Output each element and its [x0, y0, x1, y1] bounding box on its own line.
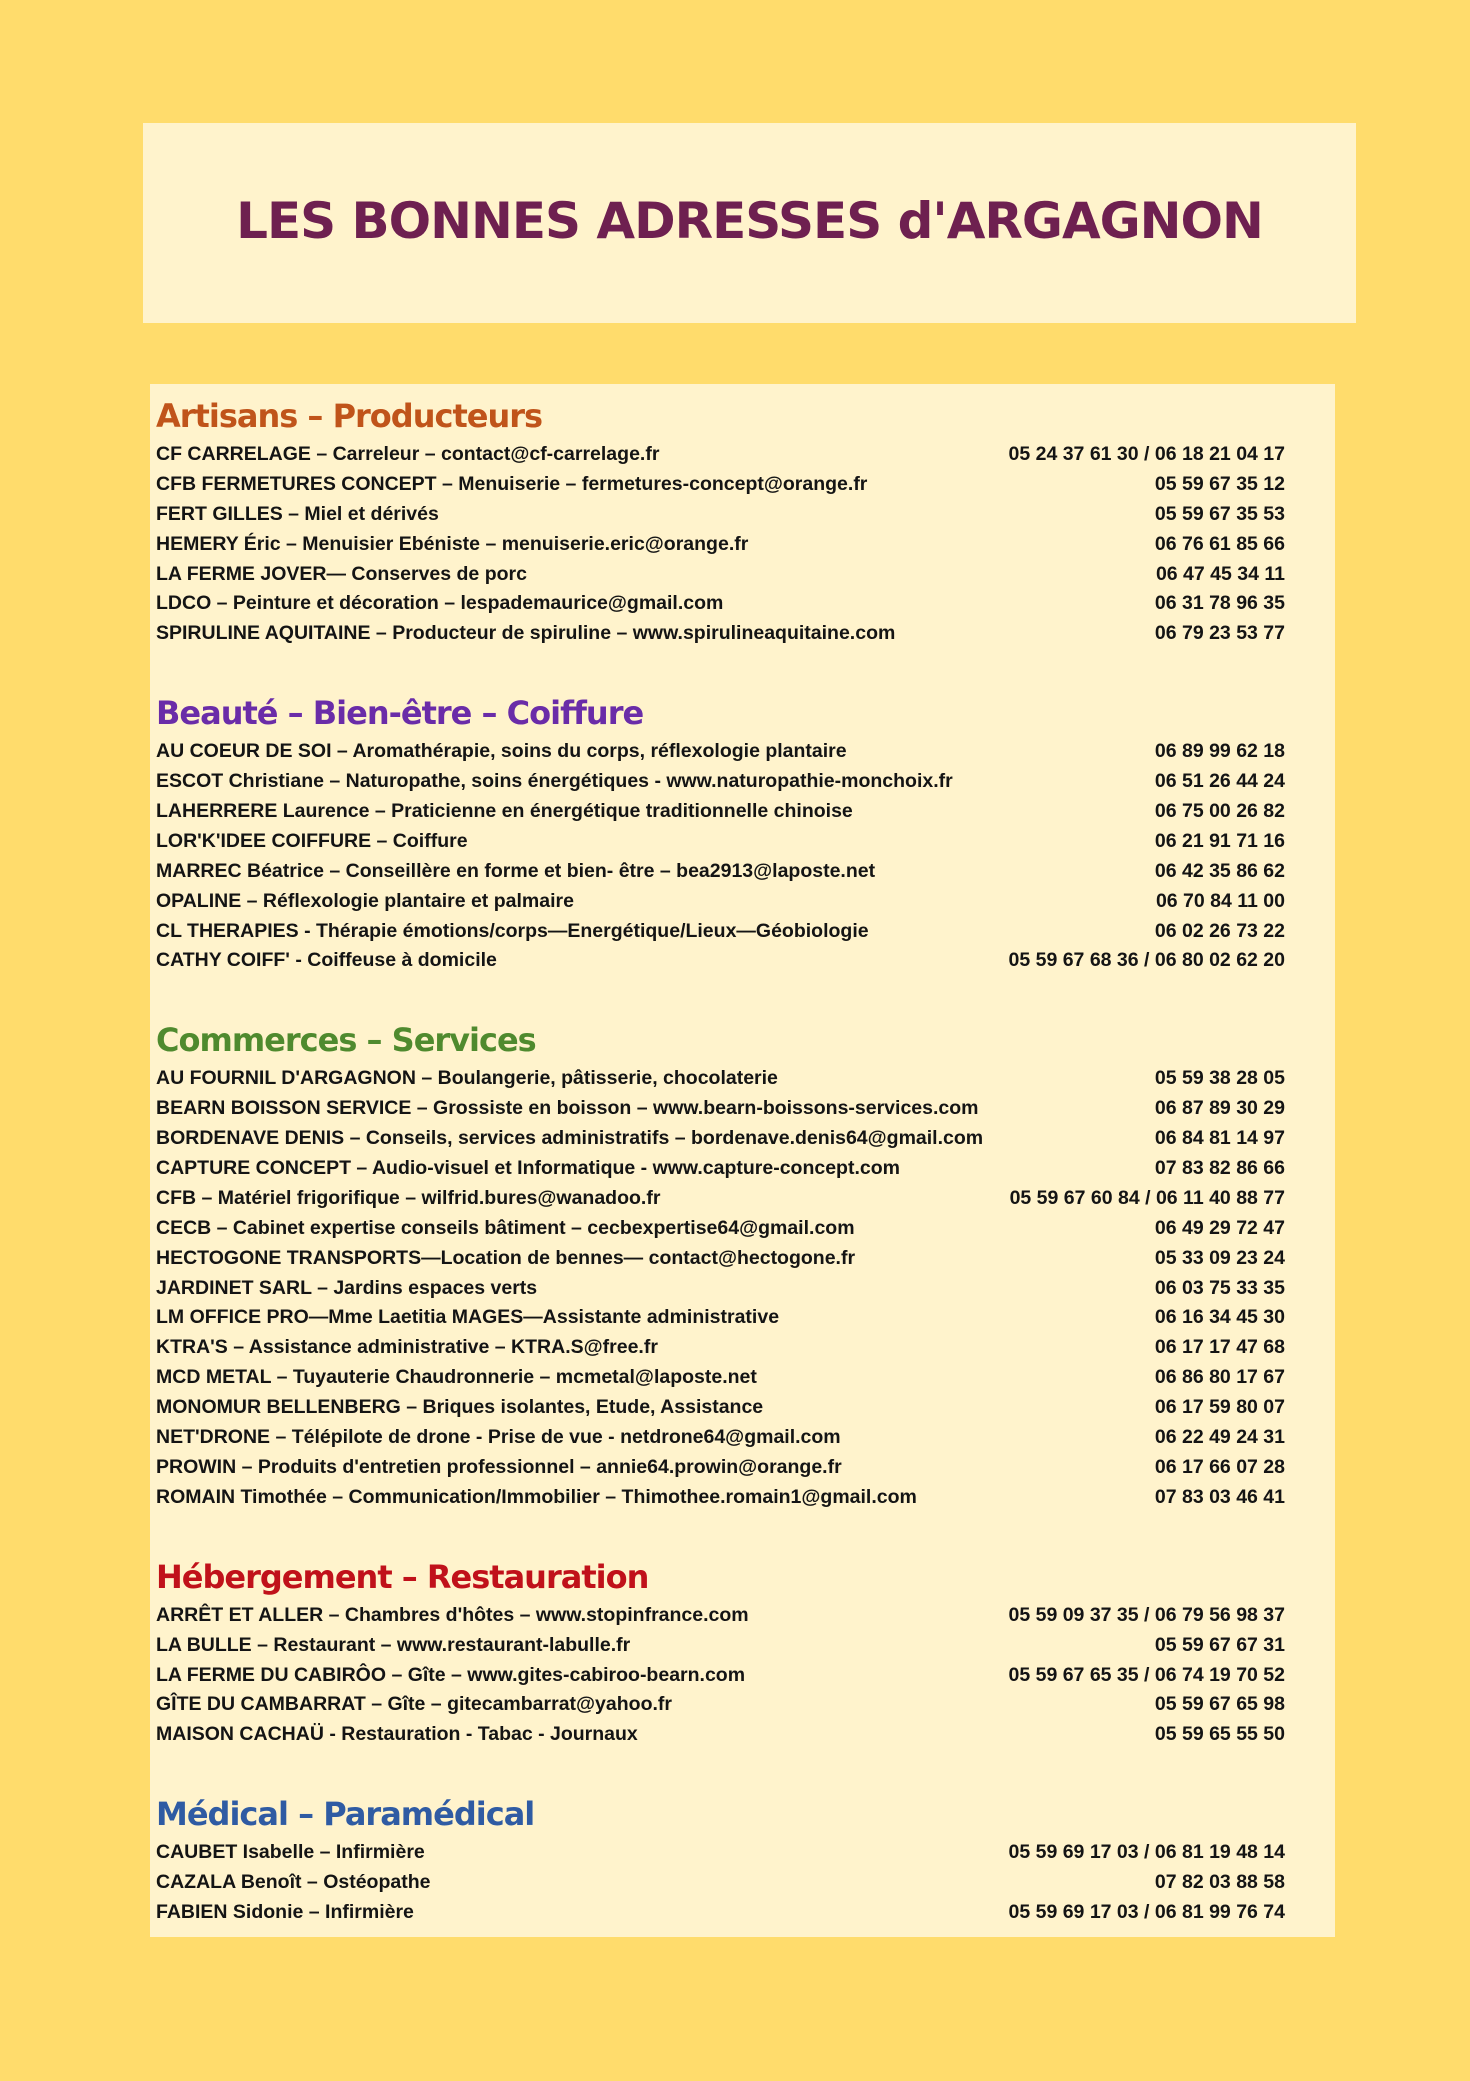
entry-phone: 05 33 09 23 24 — [1154, 1246, 1285, 1269]
entry-phone: 07 83 03 46 41 — [1154, 1485, 1285, 1508]
directory-entry — [156, 1898, 1335, 1928]
directory-entry — [156, 560, 1335, 590]
entry-description: HECTOGONE TRANSPORTS—Location de bennes— contact@hectogone.fr — [156, 1246, 856, 1269]
entry-description: CECB – Cabinet expertise conseils bâtiment – cecbexpertise64@gmail.com — [156, 1216, 855, 1239]
entry-description: FERT GILLES – Miel et dérivés — [156, 502, 439, 525]
entry-description: CL THERAPIES - Thérapie émotions/corps—Energétique/Lieux—Géobiologie — [156, 919, 869, 942]
directory-entry — [156, 737, 1335, 767]
entry-description: CAZALA Benoît – Ostéopathe — [156, 1871, 431, 1894]
entry-phone: 06 31 78 96 35 — [1154, 592, 1285, 615]
directory-entry — [156, 1838, 1335, 1868]
entry-phone: 06 42 35 86 62 — [1154, 859, 1285, 882]
directory-listing — [150, 384, 1335, 1937]
entry-description: LM OFFICE PRO—Mme Laetitia MAGES—Assistante administrative — [156, 1306, 780, 1329]
directory-entry — [156, 797, 1335, 827]
entry-description: MCD METAL – Tuyauterie Chaudronnerie – mcmetal@laposte.net — [156, 1366, 757, 1389]
entry-phone: 06 84 81 14 97 — [1154, 1127, 1285, 1150]
entry-description: CFB FERMETURES CONCEPT – Menuiserie – fermetures-concept@orange.fr — [156, 472, 868, 495]
directory-entry — [156, 1244, 1335, 1274]
section-heading: Beauté – Bien-être – Coiffure — [156, 694, 644, 733]
directory-entry — [156, 619, 1335, 649]
entry-description: LAHERRERE Laurence – Praticienne en énergétique traditionnelle chinoise — [156, 800, 853, 823]
section-heading: Artisans – Producteurs — [156, 397, 543, 435]
entry-phone: 07 82 03 88 58 — [1154, 1871, 1285, 1894]
entry-description: AU COEUR DE SOI – Aromathérapie, soins du corps, réflexologie plantaire — [156, 740, 847, 763]
entry-phone: 06 17 66 07 28 — [1154, 1455, 1285, 1478]
entry-phone: 05 59 67 35 53 — [1154, 502, 1285, 525]
entry-phone: 06 21 91 71 16 — [1154, 829, 1285, 852]
directory-entry — [156, 1303, 1335, 1333]
entry-description: SPIRULINE AQUITAINE – Producteur de spiruline – www.spirulineaquitaine.com — [156, 622, 896, 645]
entry-description: ARRÊT ET ALLER – Chambres d'hôtes – www.stopinfrance.com — [156, 1603, 749, 1626]
entry-description: ESCOT Christiane – Naturopathe, soins énergétiques - www.naturopathie-monchoix.fr — [156, 770, 953, 793]
directory-entry — [156, 1720, 1335, 1750]
directory-entry — [156, 1483, 1335, 1513]
entry-description: LOR'K'IDEE COIFFURE – Coiffure — [156, 829, 468, 852]
entry-description: FABIEN Sidonie – Infirmière — [156, 1900, 414, 1923]
entry-description: LDCO – Peinture et décoration – lespademaurice@gmail.com — [156, 592, 724, 615]
entry-description: PROWIN – Produits d'entretien professionnel – annie64.prowin@orange.fr — [156, 1455, 842, 1478]
entry-phone: 05 59 09 37 35 / 06 79 56 98 37 — [1008, 1603, 1285, 1626]
section — [156, 392, 1335, 649]
entry-phone: 06 03 75 33 35 — [1154, 1276, 1285, 1299]
directory-entry — [156, 1124, 1335, 1154]
directory-entry — [156, 1868, 1335, 1898]
entry-phone: 06 47 45 34 11 — [1155, 562, 1285, 585]
entry-description: LA FERME JOVER— Conserves de porc — [156, 562, 527, 585]
entry-phone: 05 24 37 61 30 / 06 18 21 04 17 — [1008, 443, 1285, 465]
entry-phone: 06 89 99 62 18 — [1154, 740, 1285, 763]
entry-description: CATHY COIFF' - Coiffeuse à domicile — [156, 949, 497, 972]
section — [156, 1553, 1335, 1750]
entry-phone: 06 49 29 72 47 — [1154, 1216, 1285, 1239]
entry-phone: 07 83 82 86 66 — [1154, 1157, 1285, 1180]
entry-description: KTRA'S – Assistance administrative – KTRA.S@free.fr — [156, 1336, 658, 1359]
directory-entry — [156, 530, 1335, 560]
entry-description: LA BULLE – Restaurant – www.restaurant-labulle.fr — [156, 1633, 631, 1656]
entry-phone: 05 59 67 60 84 / 06 11 40 88 77 — [1009, 1186, 1285, 1209]
directory-entry — [156, 1393, 1335, 1423]
directory-entry — [156, 1661, 1335, 1691]
entry-phone: 06 02 26 73 22 — [1154, 919, 1285, 942]
entry-phone: 06 70 84 11 00 — [1155, 889, 1285, 912]
entry-phone: 06 22 49 24 31 — [1154, 1426, 1285, 1449]
directory-entry — [156, 917, 1335, 947]
entry-phone: 05 59 67 35 12 — [1154, 472, 1285, 495]
entry-phone: 06 86 80 17 67 — [1154, 1366, 1285, 1389]
entry-phone: 06 17 59 80 07 — [1154, 1396, 1285, 1419]
entry-phone: 05 59 69 17 03 / 06 81 19 48 14 — [1008, 1841, 1285, 1864]
entry-phone: 05 59 67 67 31 — [1154, 1633, 1285, 1656]
directory-entry — [156, 500, 1335, 530]
section — [156, 689, 1335, 976]
directory-entry — [156, 470, 1335, 500]
entry-description: MAISON CACHAÜ - Restauration - Tabac - Journaux — [156, 1723, 638, 1746]
directory-entry — [156, 589, 1335, 619]
entry-description: HEMERY Éric – Menuisier Ebéniste – menuiserie.eric@orange.fr — [156, 532, 749, 555]
section-heading: Commerces – Services — [156, 1021, 536, 1060]
entry-description: NET'DRONE – Télépilote de drone - Prise de vue - netdrone64@gmail.com — [156, 1426, 841, 1449]
entry-phone: 06 76 61 85 66 — [1154, 532, 1285, 555]
entry-phone: 05 59 38 28 05 — [1154, 1067, 1285, 1090]
entry-phone: 06 16 34 45 30 — [1154, 1306, 1285, 1329]
directory-entry — [156, 1214, 1335, 1244]
directory-entry — [156, 1690, 1335, 1720]
entry-phone: 06 87 89 30 29 — [1154, 1097, 1285, 1120]
directory-entry — [156, 857, 1335, 887]
entry-phone: 05 59 69 17 03 / 06 81 99 76 74 — [1008, 1900, 1285, 1923]
directory-entry — [156, 1363, 1335, 1393]
section-heading: Hébergement – Restauration — [156, 1557, 649, 1596]
entry-description: JARDINET SARL – Jardins espaces verts — [156, 1276, 538, 1299]
entry-phone: 05 59 67 65 35 / 06 74 19 70 52 — [1008, 1663, 1285, 1686]
entry-description: MARREC Béatrice – Conseillère en forme et bien- être – bea2913@laposte.net — [156, 859, 876, 882]
entry-description: ROMAIN Timothée – Communication/Immobilier – Thimothee.romain1@gmail.com — [156, 1485, 917, 1508]
entry-description: OPALINE – Réflexologie plantaire et palmaire — [156, 889, 574, 912]
directory-entry — [156, 1601, 1335, 1631]
entry-description: AU FOURNIL D'ARGAGNON – Boulangerie, pâtisserie, chocolaterie — [156, 1067, 778, 1090]
entry-description: BEARN BOISSON SERVICE – Grossiste en boisson – www.bearn-boissons-services.com — [156, 1097, 979, 1120]
directory-entry — [156, 1154, 1335, 1184]
title-banner — [143, 123, 1356, 323]
entry-phone: 06 17 17 47 68 — [1154, 1336, 1285, 1359]
section — [156, 1016, 1335, 1512]
directory-entry — [156, 1184, 1335, 1214]
entry-description: CF CARRELAGE – Carreleur – contact@cf-carrelage.fr — [156, 443, 660, 465]
page-title: LES BONNES ADRESSES d'ARGAGNON — [236, 192, 1263, 250]
entry-phone: 05 59 67 65 98 — [1154, 1693, 1285, 1716]
entry-phone: 06 75 00 26 82 — [1154, 800, 1285, 823]
directory-entry — [156, 1064, 1335, 1094]
directory-entry — [156, 1453, 1335, 1483]
entry-phone: 06 51 26 44 24 — [1154, 770, 1285, 793]
entry-phone: 06 79 23 53 77 — [1154, 622, 1285, 645]
entry-phone: 05 59 67 68 36 / 06 80 02 62 20 — [1008, 949, 1285, 972]
entry-description: GÎTE DU CAMBARRAT – Gîte – gitecambarrat@yahoo.fr — [156, 1693, 672, 1716]
entry-description: LA FERME DU CABIRÔO – Gîte – www.gites-cabiroo-bearn.com — [156, 1663, 746, 1686]
entry-description: CAPTURE CONCEPT – Audio-visuel et Informatique - www.capture-concept.com — [156, 1157, 900, 1180]
entry-phone: 05 59 65 55 50 — [1154, 1723, 1285, 1746]
directory-entry — [156, 767, 1335, 797]
entry-description: MONOMUR BELLENBERG – Briques isolantes, Etude, Assistance — [156, 1396, 764, 1419]
directory-entry — [156, 440, 1335, 470]
directory-entry — [156, 827, 1335, 857]
directory-entry — [156, 1423, 1335, 1453]
entry-description: BORDENAVE DENIS – Conseils, services administratifs – bordenave.denis64@gmail.com — [156, 1127, 984, 1150]
entry-description: CFB – Matériel frigorifique – wilfrid.bures@wanadoo.fr — [156, 1186, 661, 1209]
directory-entry — [156, 1631, 1335, 1661]
directory-entry — [156, 1333, 1335, 1363]
directory-entry — [156, 946, 1335, 976]
directory-entry — [156, 1094, 1335, 1124]
section — [156, 1790, 1335, 1928]
entry-description: CAUBET Isabelle – Infirmière — [156, 1841, 425, 1864]
section-heading: Médical – Paramédical — [156, 1795, 535, 1834]
directory-entry — [156, 1274, 1335, 1304]
directory-entry — [156, 887, 1335, 917]
